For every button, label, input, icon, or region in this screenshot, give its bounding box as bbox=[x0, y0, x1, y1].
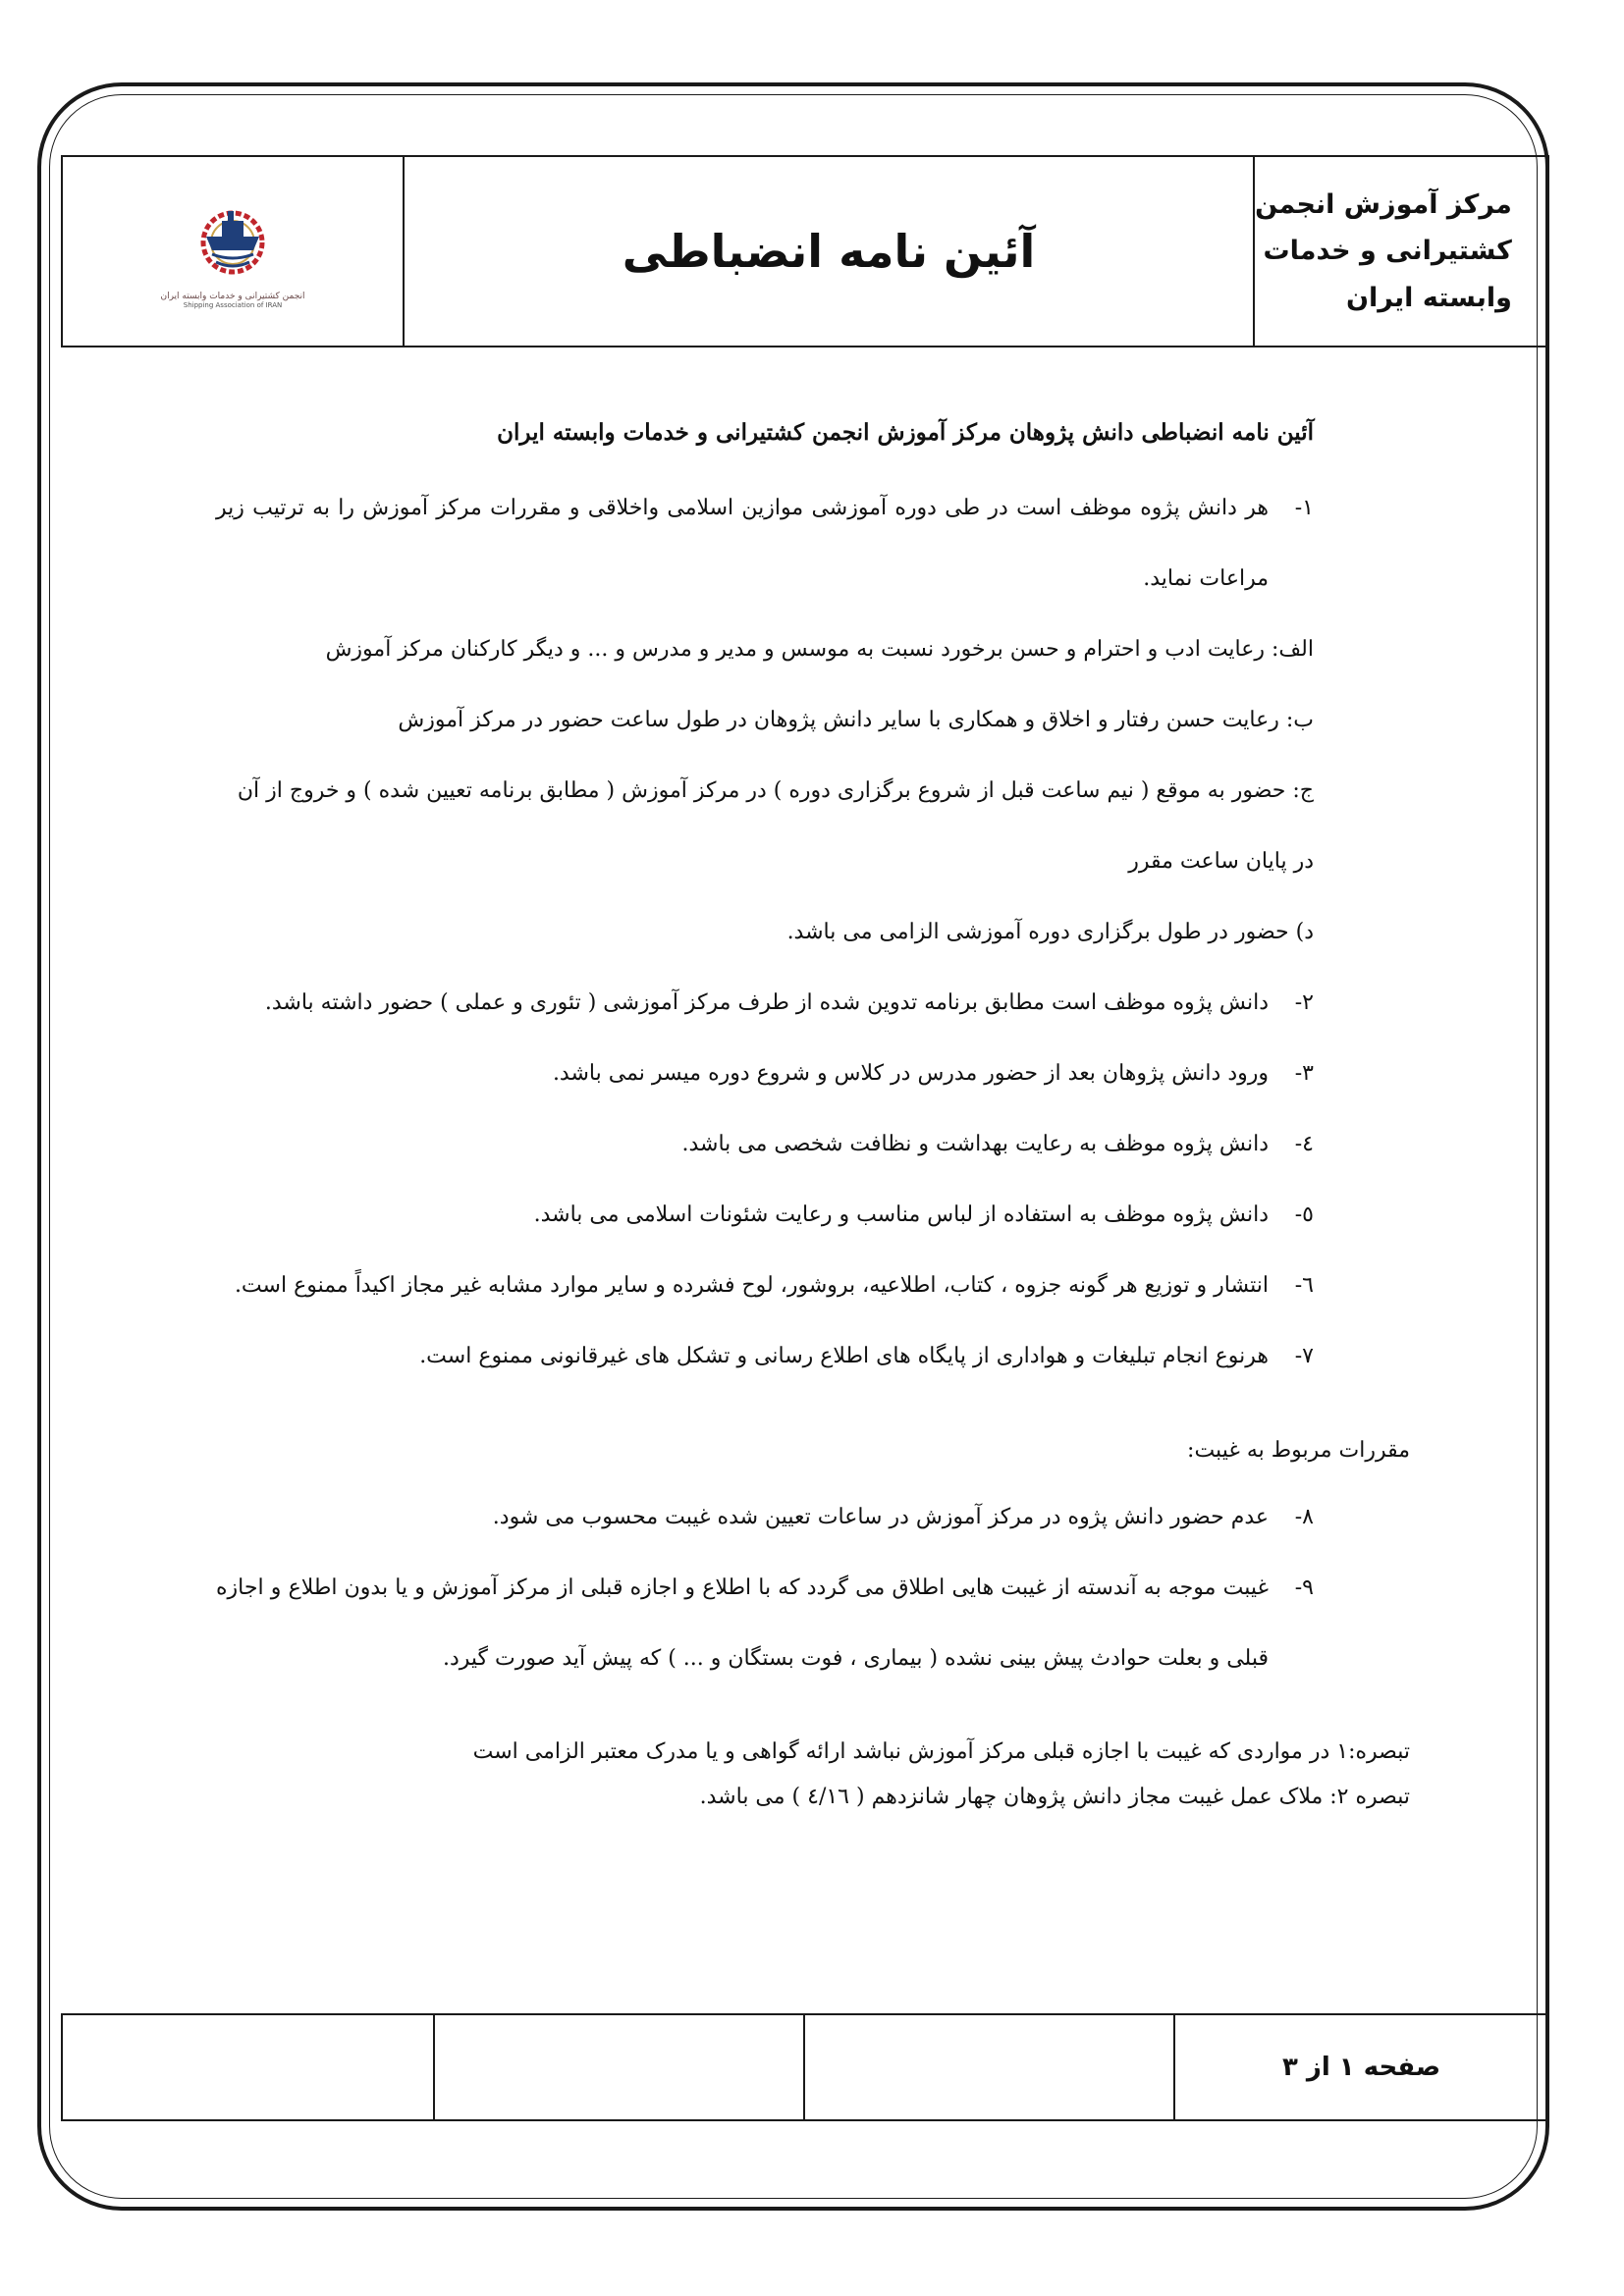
rule-number: ۲- bbox=[1294, 990, 1314, 1015]
rule-text: انتشار و توزیع هر گونه جزوه ، کتاب، اطلاعیه، بروشور، لوح فشرده و سایر موارد مشابه غیر مجاز اکیداً ممنوع است. bbox=[234, 1273, 1269, 1298]
rule-text: هرنوع انجام تبلیغات و هواداری از پایگاه های اطلاع رسانی و تشکل های غیرقانونی ممنوع است. bbox=[419, 1344, 1269, 1368]
rule-number: ٥- bbox=[1294, 1202, 1314, 1227]
logo-text-en: Shipping Association of IRAN bbox=[183, 301, 283, 309]
org-line-1: مرکز آموزش انجمن bbox=[1255, 189, 1512, 221]
organization-name bbox=[1253, 157, 1547, 346]
rule-number: ۱- bbox=[1294, 496, 1314, 520]
rule-item-4 bbox=[216, 1109, 1314, 1180]
rule-text: دانش پژوه موظف است مطابق برنامه تدوین شده از طرف مرکز آموزشی ( تئوری و عملی ) حضور داشته باشد. bbox=[264, 990, 1269, 1015]
rule-number: ٤- bbox=[1294, 1132, 1314, 1156]
org-line-3: وابسته ایران bbox=[1345, 282, 1512, 313]
rule-text: دانش پژوه موظف به استفاده از لباس مناسب و رعایت شئونات اسلامی می باشد. bbox=[533, 1202, 1269, 1227]
rule-text: هر دانش پژوه موظف است در طی دوره آموزشی موازین اسلامی واخلاقی و مقررات مرکز آموزش را به ترتیب زیر مراعات نماید. bbox=[216, 496, 1269, 591]
notes bbox=[216, 1730, 1410, 1820]
body-title: آئین نامه انضباطی دانش پژوهان مرکز آموزش انجمن کشتیرانی و خدمات وابسته ایران bbox=[497, 418, 1314, 446]
org-line-2: کشتیرانی و خدمات bbox=[1263, 236, 1512, 267]
page-number: صفحه ۱ از ۳ bbox=[1173, 2015, 1547, 2119]
note-2: تبصره ۲: ملاک عمل غیبت مجاز دانش پژوهان چهار شانزدهم ( ٤/١٦ ) می باشد. bbox=[699, 1785, 1410, 1809]
document-footer bbox=[61, 2013, 1549, 2121]
rule-item-7 bbox=[216, 1321, 1314, 1392]
sub-rule-be: ب: رعایت حسن رفتار و اخلاق و همکاری با سایر دانش پژوهان در طول ساعت حضور در مرکز آموزش bbox=[398, 708, 1314, 732]
sub-rule-dal: د) حضور در طول برگزاری دوره آموزشی الزامی می باشد. bbox=[786, 920, 1314, 944]
rule-text: دانش پژوه موظف به رعایت بهداشت و نظافت شخصی می باشد. bbox=[681, 1132, 1269, 1156]
rule-item-1 bbox=[216, 473, 1314, 614]
rule-number: ۷- bbox=[1294, 1344, 1314, 1368]
logo-cell bbox=[63, 157, 403, 346]
rule-text: غیبت موجه به آندسته از غیبت هایی اطلاق می گردد که با اطلاع و اجازه قبلی از مرکز آموزش و یا بدون اطلاع و اجازه قبلی و بعلت حوادث پیش بینی نشده ( بیماری ، فوت بستگان و ... ) که پیش آید صورت گیرد. bbox=[216, 1575, 1269, 1671]
ship-wheel-logo-icon bbox=[179, 193, 287, 288]
rule-item-2 bbox=[216, 968, 1314, 1039]
sub-rule-jim: ج: حضور به موقع ( نیم ساعت قبل از شروع برگزاری دوره ) در مرکز آموزش ( مطابق برنامه تعیین شده ) و خروج از آن در پایان ساعت مقرر bbox=[237, 778, 1314, 874]
document-header bbox=[61, 155, 1549, 347]
rule-item-5 bbox=[216, 1180, 1314, 1251]
rule-text: عدم حضور دانش پژوه در مرکز آموزش در ساعات تعیین شده غیبت محسوب می شود. bbox=[492, 1505, 1269, 1529]
rule-number: ۹- bbox=[1294, 1575, 1314, 1600]
absence-rules-heading: مقررات مربوط به غیبت: bbox=[1187, 1438, 1410, 1463]
document-title: آئین نامه انضباطی bbox=[403, 157, 1253, 346]
rule-text: ورود دانش پژوهان بعد از حضور مدرس در کلاس و شروع دوره میسر نمی باشد. bbox=[552, 1061, 1269, 1086]
note-1: تبصره:۱ در مواردی که غیبت با اجازه قبلی مرکز آموزش نباشد ارائه گواهی و یا مدرک معتبر الزامی است bbox=[472, 1739, 1410, 1764]
rule-item-6 bbox=[216, 1251, 1314, 1321]
rule-number: ۳- bbox=[1294, 1061, 1314, 1086]
rule-item-8 bbox=[216, 1482, 1314, 1553]
sub-rule-alef: الف: رعایت ادب و احترام و حسن برخورد نسبت به موسس و مدیر و مدرس و ... و دیگر کارکنان مرکز آموزش bbox=[325, 637, 1314, 662]
rule-number: ٦- bbox=[1294, 1273, 1314, 1298]
footer-cell-empty bbox=[433, 2015, 803, 2119]
rule-item-3 bbox=[216, 1039, 1314, 1109]
logo-text-fa: انجمن کشتیرانی و خدمات وابسته ایران bbox=[160, 292, 305, 301]
footer-cell-empty bbox=[63, 2015, 433, 2119]
rule-number: ۸- bbox=[1294, 1505, 1314, 1529]
footer-cell-empty bbox=[803, 2015, 1173, 2119]
rule-item-9 bbox=[216, 1553, 1314, 1694]
document-body bbox=[216, 400, 1410, 1820]
